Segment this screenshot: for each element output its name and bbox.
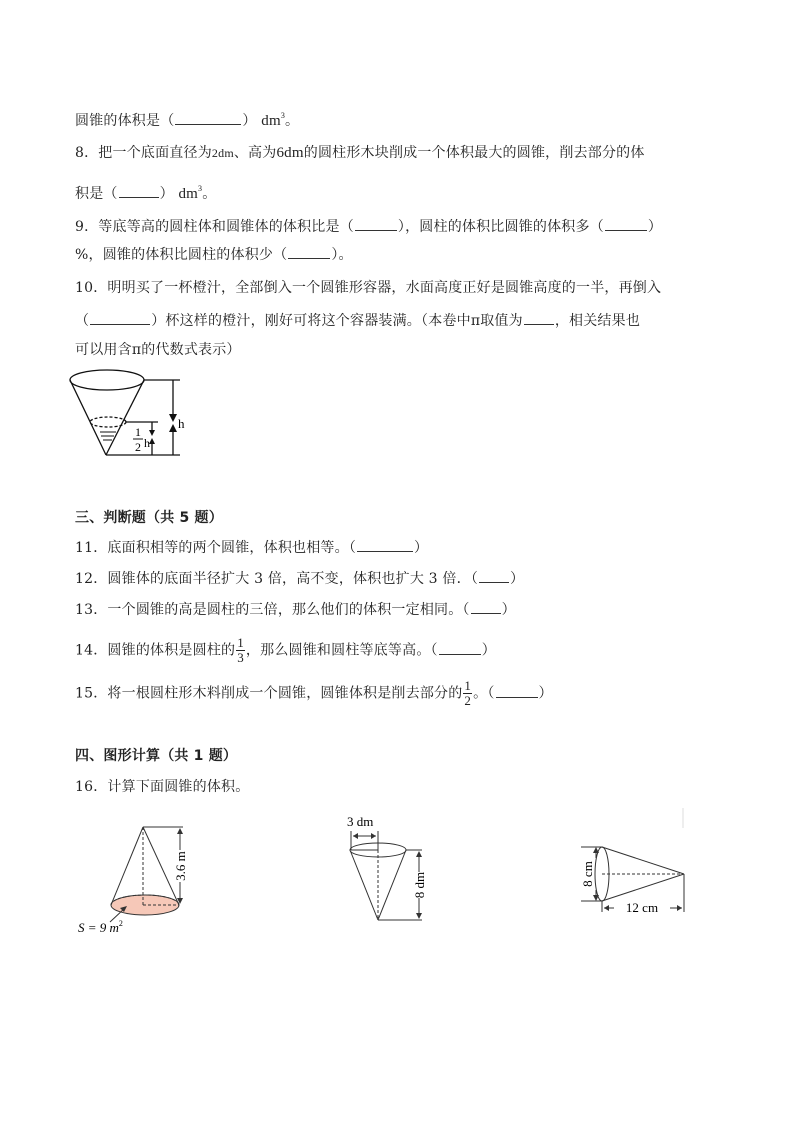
fraction-one-third: $\frac{1}{3}$ bbox=[237, 635, 244, 665]
h-label: h bbox=[178, 416, 185, 431]
q15-close: ） bbox=[538, 685, 553, 702]
cone-figure-2 bbox=[340, 812, 430, 927]
q9-text: %，圆锥的体积比圆柱的体积少（ bbox=[75, 247, 288, 263]
pi-symbol: π bbox=[131, 342, 142, 358]
q9-line1 bbox=[75, 216, 662, 237]
half-num: 1 bbox=[135, 425, 141, 439]
answer-blank[interactable] bbox=[524, 310, 554, 325]
q8-line2 bbox=[75, 179, 216, 204]
height-label-8dm: 8 dm bbox=[412, 871, 427, 899]
cone-figure-3 bbox=[578, 838, 688, 918]
q9-text: ）。 bbox=[331, 247, 353, 263]
q15 bbox=[75, 679, 553, 708]
q14-text: 14．圆锥的体积是圆柱的 bbox=[75, 642, 236, 659]
q12 bbox=[75, 568, 524, 589]
radius-label-3dm: 3 dm bbox=[347, 814, 374, 829]
q8-line1 bbox=[75, 143, 645, 163]
q16-text: 16．计算下面圆锥的体积。 bbox=[75, 779, 250, 795]
answer-blank[interactable] bbox=[496, 683, 538, 698]
q11-close: ） bbox=[414, 540, 429, 556]
answer-blank[interactable] bbox=[479, 568, 509, 583]
cone-top-ellipse bbox=[70, 370, 144, 390]
half-den: 2 bbox=[135, 440, 141, 454]
q8-height: 6dm bbox=[276, 145, 304, 161]
q12-text: 12．圆锥体的底面半径扩大 3 倍，高不变，体积也扩大 3 倍．（ bbox=[75, 571, 479, 587]
q9-text: ），圆柱的体积比圆锥的体积多（ bbox=[397, 219, 604, 235]
half-h-label: h bbox=[144, 436, 150, 450]
water-surface bbox=[90, 417, 126, 427]
q13 bbox=[75, 599, 516, 620]
q8-text: 。 bbox=[202, 186, 217, 202]
answer-blank[interactable] bbox=[288, 244, 330, 259]
q10-text: 的代数式表示） bbox=[141, 342, 241, 358]
q8-diameter: 2dm bbox=[211, 146, 234, 160]
q8-text: ） bbox=[159, 186, 174, 202]
q10-text: （ bbox=[75, 313, 90, 329]
cone-container-figure bbox=[70, 370, 200, 465]
answer-blank[interactable] bbox=[357, 537, 413, 552]
q8-text: 的圆柱形木块削成一个体积最大的圆锥，削去部分的体 bbox=[303, 145, 645, 161]
q8-text: 、高为 bbox=[233, 145, 277, 161]
q10-text: 取值为 bbox=[480, 313, 523, 329]
q13-text: 13．一个圆锥的高是圆柱的三倍，那么他们的体积一定相同。（ bbox=[75, 602, 470, 618]
q10-text: 10．明明买了一杯橙汁，全部倒入一个圆锥形容器，水面高度正好是圆锥高度的一半，再倒入 bbox=[75, 280, 662, 296]
fraction-one-half: $\frac{1}{2}$ bbox=[464, 678, 472, 708]
q7-period: 。 bbox=[285, 113, 300, 129]
q15-text: 。（ bbox=[473, 685, 495, 702]
q14-text: ，那么圆锥和圆柱等底等高。（ bbox=[245, 642, 438, 659]
diameter-label-8cm: 8 cm bbox=[580, 861, 595, 887]
q7-text: 圆锥的体积是（ bbox=[75, 113, 175, 129]
q12-close: ） bbox=[510, 571, 525, 587]
q9-text: 9．等底等高的圆柱体和圆锥体的体积比是（ bbox=[75, 219, 354, 235]
q8-text: 8．把一个底面直径为 bbox=[75, 145, 212, 161]
q11 bbox=[75, 537, 428, 558]
q10-text: ）杯这样的橙汁，刚好可将这个容器装满。（本卷中 bbox=[151, 313, 471, 329]
q13-close: ） bbox=[501, 602, 516, 618]
q8-unit: $dm^3$ bbox=[178, 184, 203, 202]
area-label: S = 9 $m^2$ bbox=[78, 919, 123, 935]
q9-line2 bbox=[75, 244, 353, 265]
q7-close: ） bbox=[242, 113, 257, 129]
answer-blank[interactable] bbox=[605, 216, 647, 231]
answer-blank[interactable] bbox=[439, 640, 481, 655]
answer-blank[interactable] bbox=[471, 599, 501, 614]
answer-blank[interactable] bbox=[119, 183, 159, 198]
q7-tail bbox=[75, 106, 299, 131]
q8-text: 积是（ bbox=[75, 186, 118, 202]
q14 bbox=[75, 636, 496, 665]
answer-blank[interactable] bbox=[90, 310, 150, 325]
q9-text: ） bbox=[647, 219, 663, 235]
height-label-3-6m: 3.6 m bbox=[173, 851, 188, 881]
q10-line2 bbox=[75, 310, 640, 331]
q10-line3 bbox=[75, 340, 241, 360]
height-label-12cm: 12 cm bbox=[625, 900, 659, 915]
q7-unit: $dm^3$ bbox=[261, 111, 286, 129]
cone-figure-1 bbox=[75, 820, 205, 935]
q11-text: 11．底面积相等的两个圆锥，体积也相等。（ bbox=[75, 540, 357, 556]
q10-text: ，相关结果也 bbox=[554, 313, 641, 329]
answer-blank[interactable] bbox=[175, 110, 241, 125]
q10-text: 可以用含 bbox=[75, 342, 132, 358]
q16 bbox=[75, 777, 249, 797]
section-4-title: 四、图形计算（共 1 题） bbox=[75, 748, 238, 764]
q15-text: 15．将一根圆柱形木料削成一个圆锥，圆锥体积是削去部分的 bbox=[75, 685, 463, 702]
pi-symbol: π bbox=[470, 313, 481, 329]
answer-blank[interactable] bbox=[355, 216, 397, 231]
q10-line1 bbox=[75, 278, 661, 298]
section-3-title: 三、判断题（共 5 题） bbox=[75, 510, 223, 526]
q14-close: ） bbox=[481, 642, 496, 659]
